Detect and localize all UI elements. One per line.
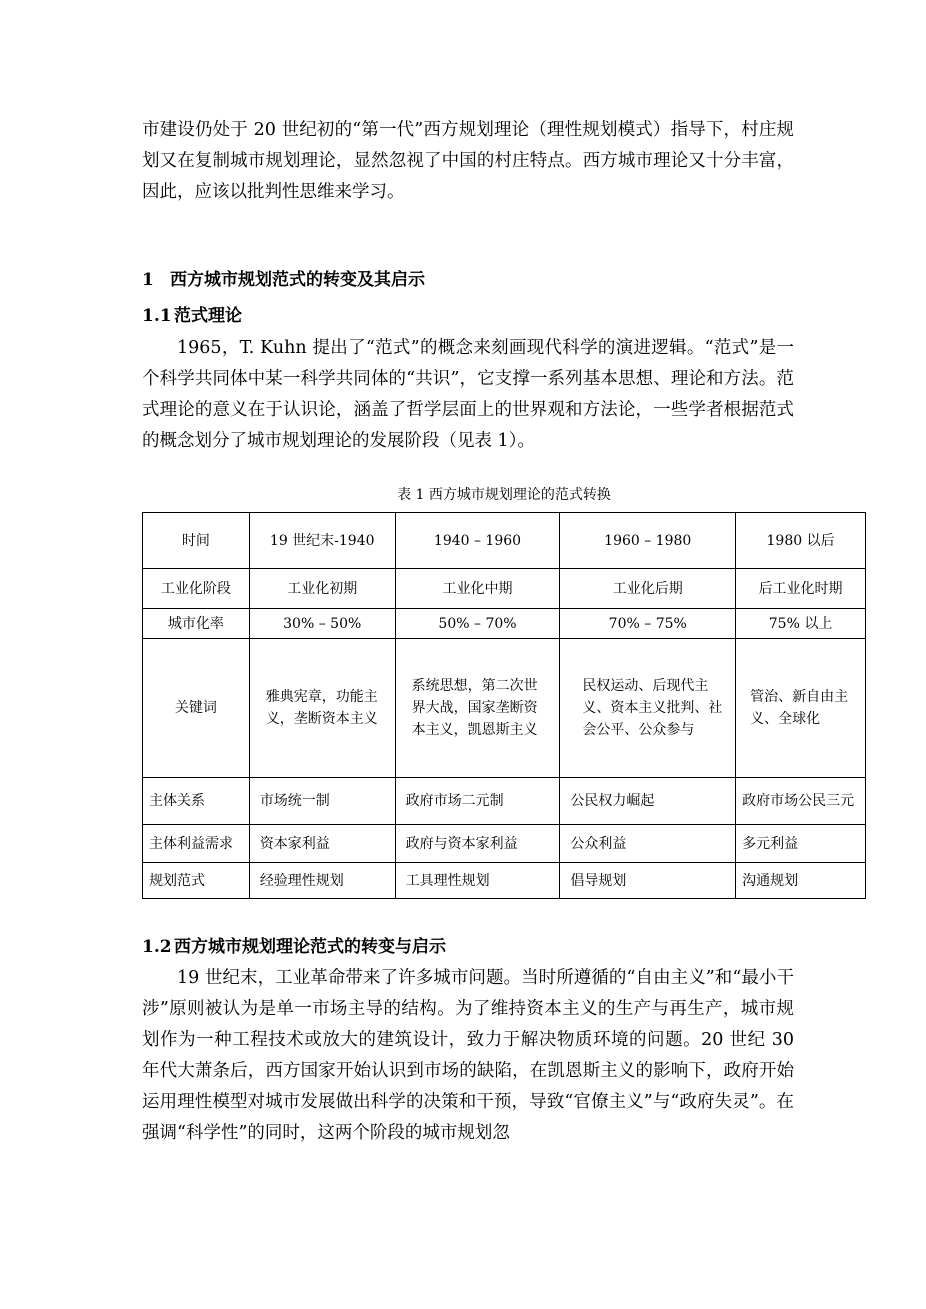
table-cell: 75% 以上 (736, 609, 866, 639)
table-cell: 管治、新自由主义、全球化 (736, 639, 866, 778)
table-cell: 70% – 75% (560, 609, 736, 639)
row-label: 主体利益需求 (143, 825, 250, 863)
table-cell: 工业化中期 (395, 569, 560, 609)
paradigm-table (142, 512, 866, 899)
table-row-paradigm (143, 863, 866, 899)
row-label: 城市化率 (143, 609, 250, 639)
table-cell: 1940 – 1960 (395, 513, 560, 569)
section-1-2-title: 西方城市规划理论范式的转变与启示 (174, 937, 446, 957)
table-cell: 资本家利益 (249, 825, 395, 863)
table-cell: 后工业化时期 (736, 569, 866, 609)
table-cell: 工具理性规划 (395, 863, 560, 899)
section-1-1-title: 范式理论 (174, 306, 242, 326)
row-label: 工业化阶段 (143, 569, 250, 609)
table-row-interests (143, 825, 866, 863)
table-cell: 经验理性规划 (249, 863, 395, 899)
table-cell: 1960 – 1980 (560, 513, 736, 569)
table-row-urbanization (143, 609, 866, 639)
table-cell: 倡导规划 (560, 863, 736, 899)
section-1-1-number: 1.1 (142, 306, 172, 326)
table-cell: 多元利益 (736, 825, 866, 863)
table-cell: 公众利益 (560, 825, 736, 863)
table-cell: 雅典宪章，功能主义，垄断资本主义 (249, 639, 395, 778)
table-cell: 工业化后期 (560, 569, 736, 609)
section-1-1-paragraph: 1965，T. Kuhn 提出了“范式”的概念来刻画现代科学的演进逻辑。“范式”是一个科学共同体中某一科学共同体的“共识”，它支撑一系列基本思想、理论和方法。范式理论的意义在于认识论，涵盖了哲学层面上的世界观和方法论，一些学者根据范式的概念划分了城市规划理论的发展阶段（见表 1）。 (142, 338, 794, 451)
table-cell: 19 世纪末-1940 (249, 513, 395, 569)
row-label: 主体关系 (143, 778, 250, 825)
table-cell: 30% – 50% (249, 609, 395, 639)
section-1-2-paragraph: 19 世纪末，工业革命带来了许多城市问题。当时所遵循的“自由主义”和“最小干涉”原则被认为是单一市场主导的结构。为了维持资本主义的生产与再生产，城市规划作为一种工程技术或放大的建筑设计，致力于解决物质环境的问题。20 世纪 30 年代大萧条后，西方国家开始认识到市场的缺陷，在凯恩斯主义的影响下，政府开始运用理性模型对城市发展做出科学的决策和干预，导致“官僚主义”与“政府失灵”。在强调“科学性”的同时，这两个阶段的城市规划忽 (142, 968, 794, 1143)
row-label: 规划范式 (143, 863, 250, 899)
intro-paragraph: 市建设仍处于 20 世纪初的“第一代”西方规划理论（理性规划模式）指导下，村庄规划又在复制城市规划理论，显然忽视了中国的村庄特点。西方城市理论又十分丰富，因此，应该以批判性思维来学习。 (142, 120, 794, 202)
section-1-2-number: 1.2 (142, 937, 172, 957)
table-cell: 1980 以后 (736, 513, 866, 569)
section-1-number: 1 (142, 270, 154, 290)
table-cell: 民权运动、后现代主义、资本主义批判、社会公平、公众参与 (560, 639, 736, 778)
section-1-2-heading (142, 932, 446, 957)
table-cell: 政府与资本家利益 (395, 825, 560, 863)
table-cell: 沟通规划 (736, 863, 866, 899)
section-1-1-heading (142, 301, 242, 326)
row-label: 关键词 (143, 639, 250, 778)
section-1-heading (142, 265, 425, 290)
table-cell: 工业化初期 (249, 569, 395, 609)
table-row-time (143, 513, 866, 569)
table-row-keywords (143, 639, 866, 778)
table-cell: 政府市场公民三元 (736, 778, 866, 825)
table-cell: 市场统一制 (249, 778, 395, 825)
table-caption: 表 1 西方城市规划理论的范式转换 (397, 487, 611, 503)
table-row-industrialization (143, 569, 866, 609)
table-row-relations (143, 778, 866, 825)
table-cell: 公民权力崛起 (560, 778, 736, 825)
row-label: 时间 (143, 513, 250, 569)
table-cell: 政府市场二元制 (395, 778, 560, 825)
table-cell: 系统思想，第二次世界大战，国家垄断资本主义，凯恩斯主义 (395, 639, 560, 778)
table-cell: 50% – 70% (395, 609, 560, 639)
section-1-title: 西方城市规划范式的转变及其启示 (170, 270, 425, 290)
